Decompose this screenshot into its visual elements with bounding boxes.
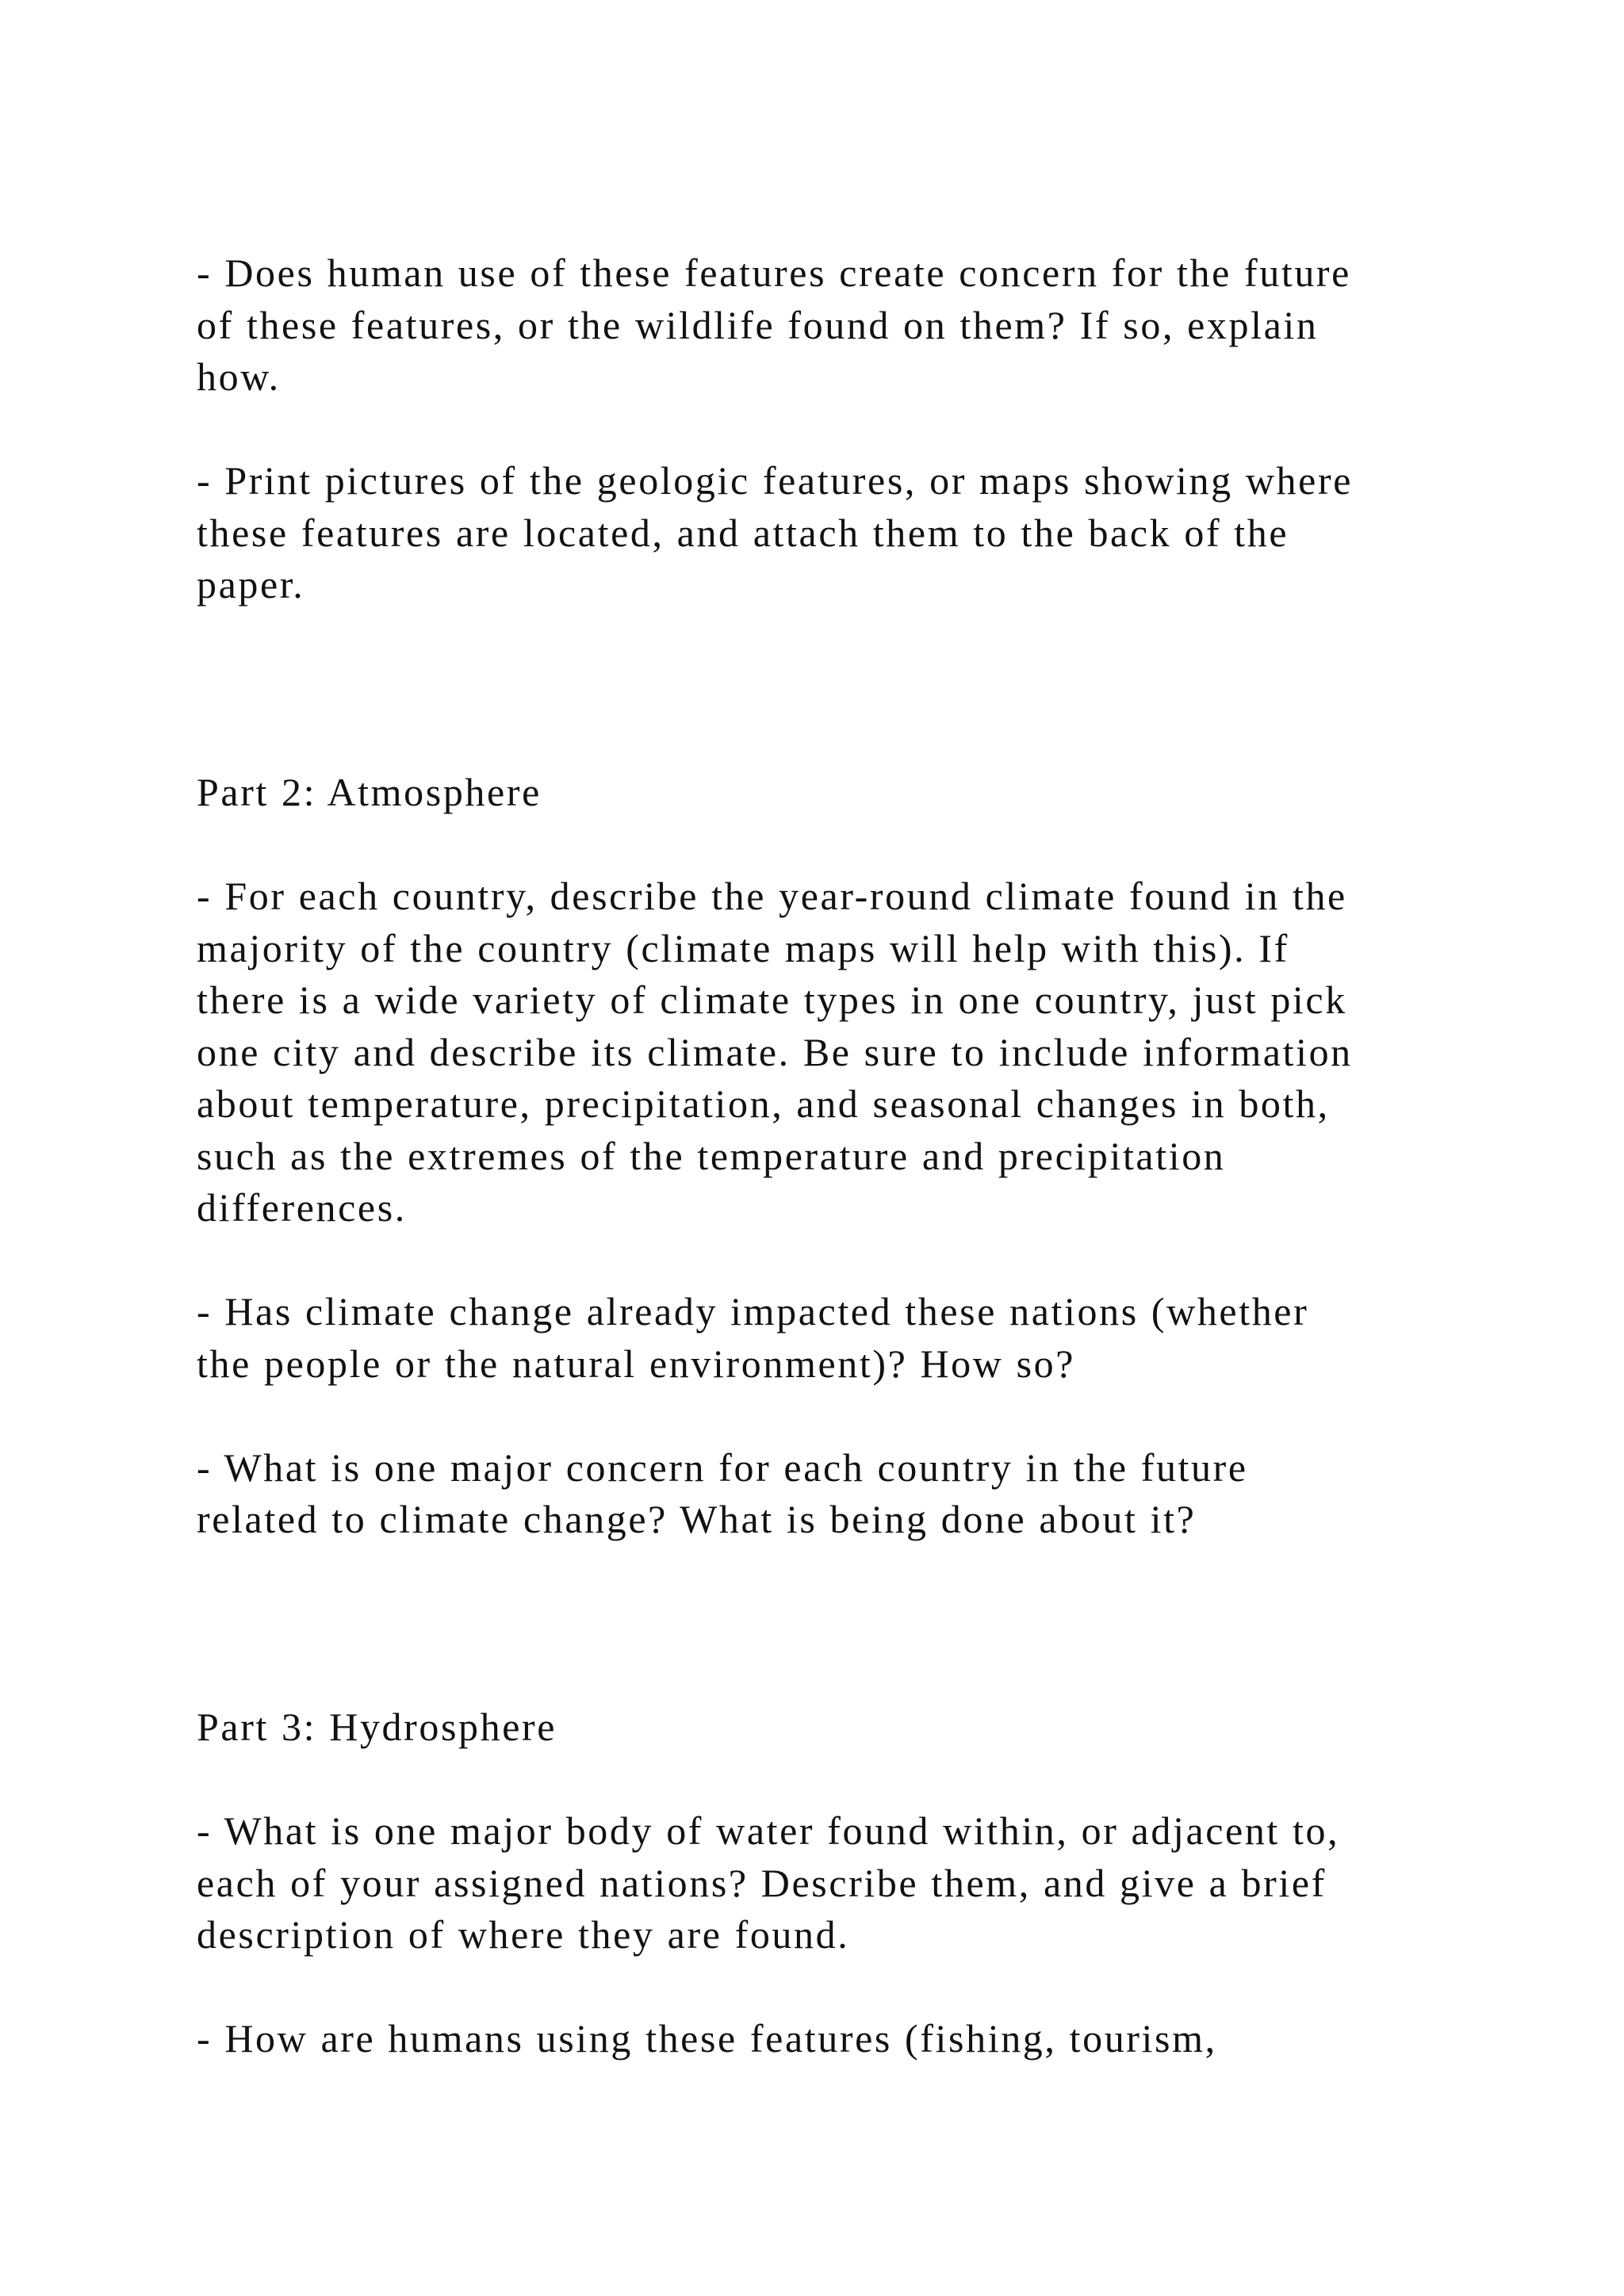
question-future-climate-concern [197, 1442, 1450, 1546]
text-line: description of where they are found. [197, 1912, 850, 1957]
text-line: how. [197, 354, 281, 399]
section-part-2-atmosphere [197, 767, 1450, 1546]
section-heading-atmosphere: Part 2: Atmosphere [197, 770, 542, 814]
text-line: related to climate change? What is being done about it? [197, 1497, 1197, 1541]
text-line: each of your assigned nations? Describe them, and give a brief [197, 1860, 1327, 1905]
question-human-use-concern [197, 247, 1450, 404]
text-line: differences. [197, 1185, 407, 1230]
text-line: paper. [197, 562, 305, 607]
text-line: there is a wide variety of climate types in one country, just pick [197, 978, 1347, 1022]
text-line: - How are humans using these features (fishing, tourism, [197, 2016, 1217, 2061]
question-human-use-water [197, 2013, 1450, 2065]
question-major-body-of-water [197, 1805, 1450, 1961]
text-line: - For each country, describe the year-round climate found in the [197, 874, 1347, 918]
text-line: - Print pictures of the geologic features, or maps showing where [197, 458, 1353, 503]
text-line: of these features, or the wildlife found on them? If so, explain [197, 302, 1319, 347]
text-line: these features are located, and attach them to the back of the [197, 510, 1289, 555]
question-climate-change-impact [197, 1286, 1450, 1390]
instruction-print-pictures [197, 455, 1450, 611]
text-line: about temperature, precipitation, and seasonal changes in both, [197, 1081, 1330, 1126]
section-part-1-continued [197, 247, 1450, 611]
text-line: - What is one major concern for each country in the future [197, 1445, 1248, 1490]
text-line: majority of the country (climate maps will help with this). If [197, 925, 1289, 970]
text-line: - Has climate change already impacted these nations (whether [197, 1289, 1309, 1334]
text-line: such as the extremes of the temperature and precipitation [197, 1133, 1226, 1178]
text-line: - Does human use of these features create concern for the future [197, 251, 1351, 295]
section-heading-hydrosphere: Part 3: Hydrosphere [197, 1705, 557, 1749]
text-line: - What is one major body of water found within, or adjacent to, [197, 1808, 1340, 1853]
section-spacer [197, 1598, 1450, 1701]
document-body [197, 247, 1450, 2117]
section-spacer [197, 663, 1450, 767]
text-line: one city and describe its climate. Be sure to include information [197, 1029, 1353, 1074]
section-part-3-hydrosphere [197, 1701, 1450, 2065]
text-line: the people or the natural environment)? How so? [197, 1341, 1076, 1386]
question-year-round-climate [197, 871, 1450, 1234]
